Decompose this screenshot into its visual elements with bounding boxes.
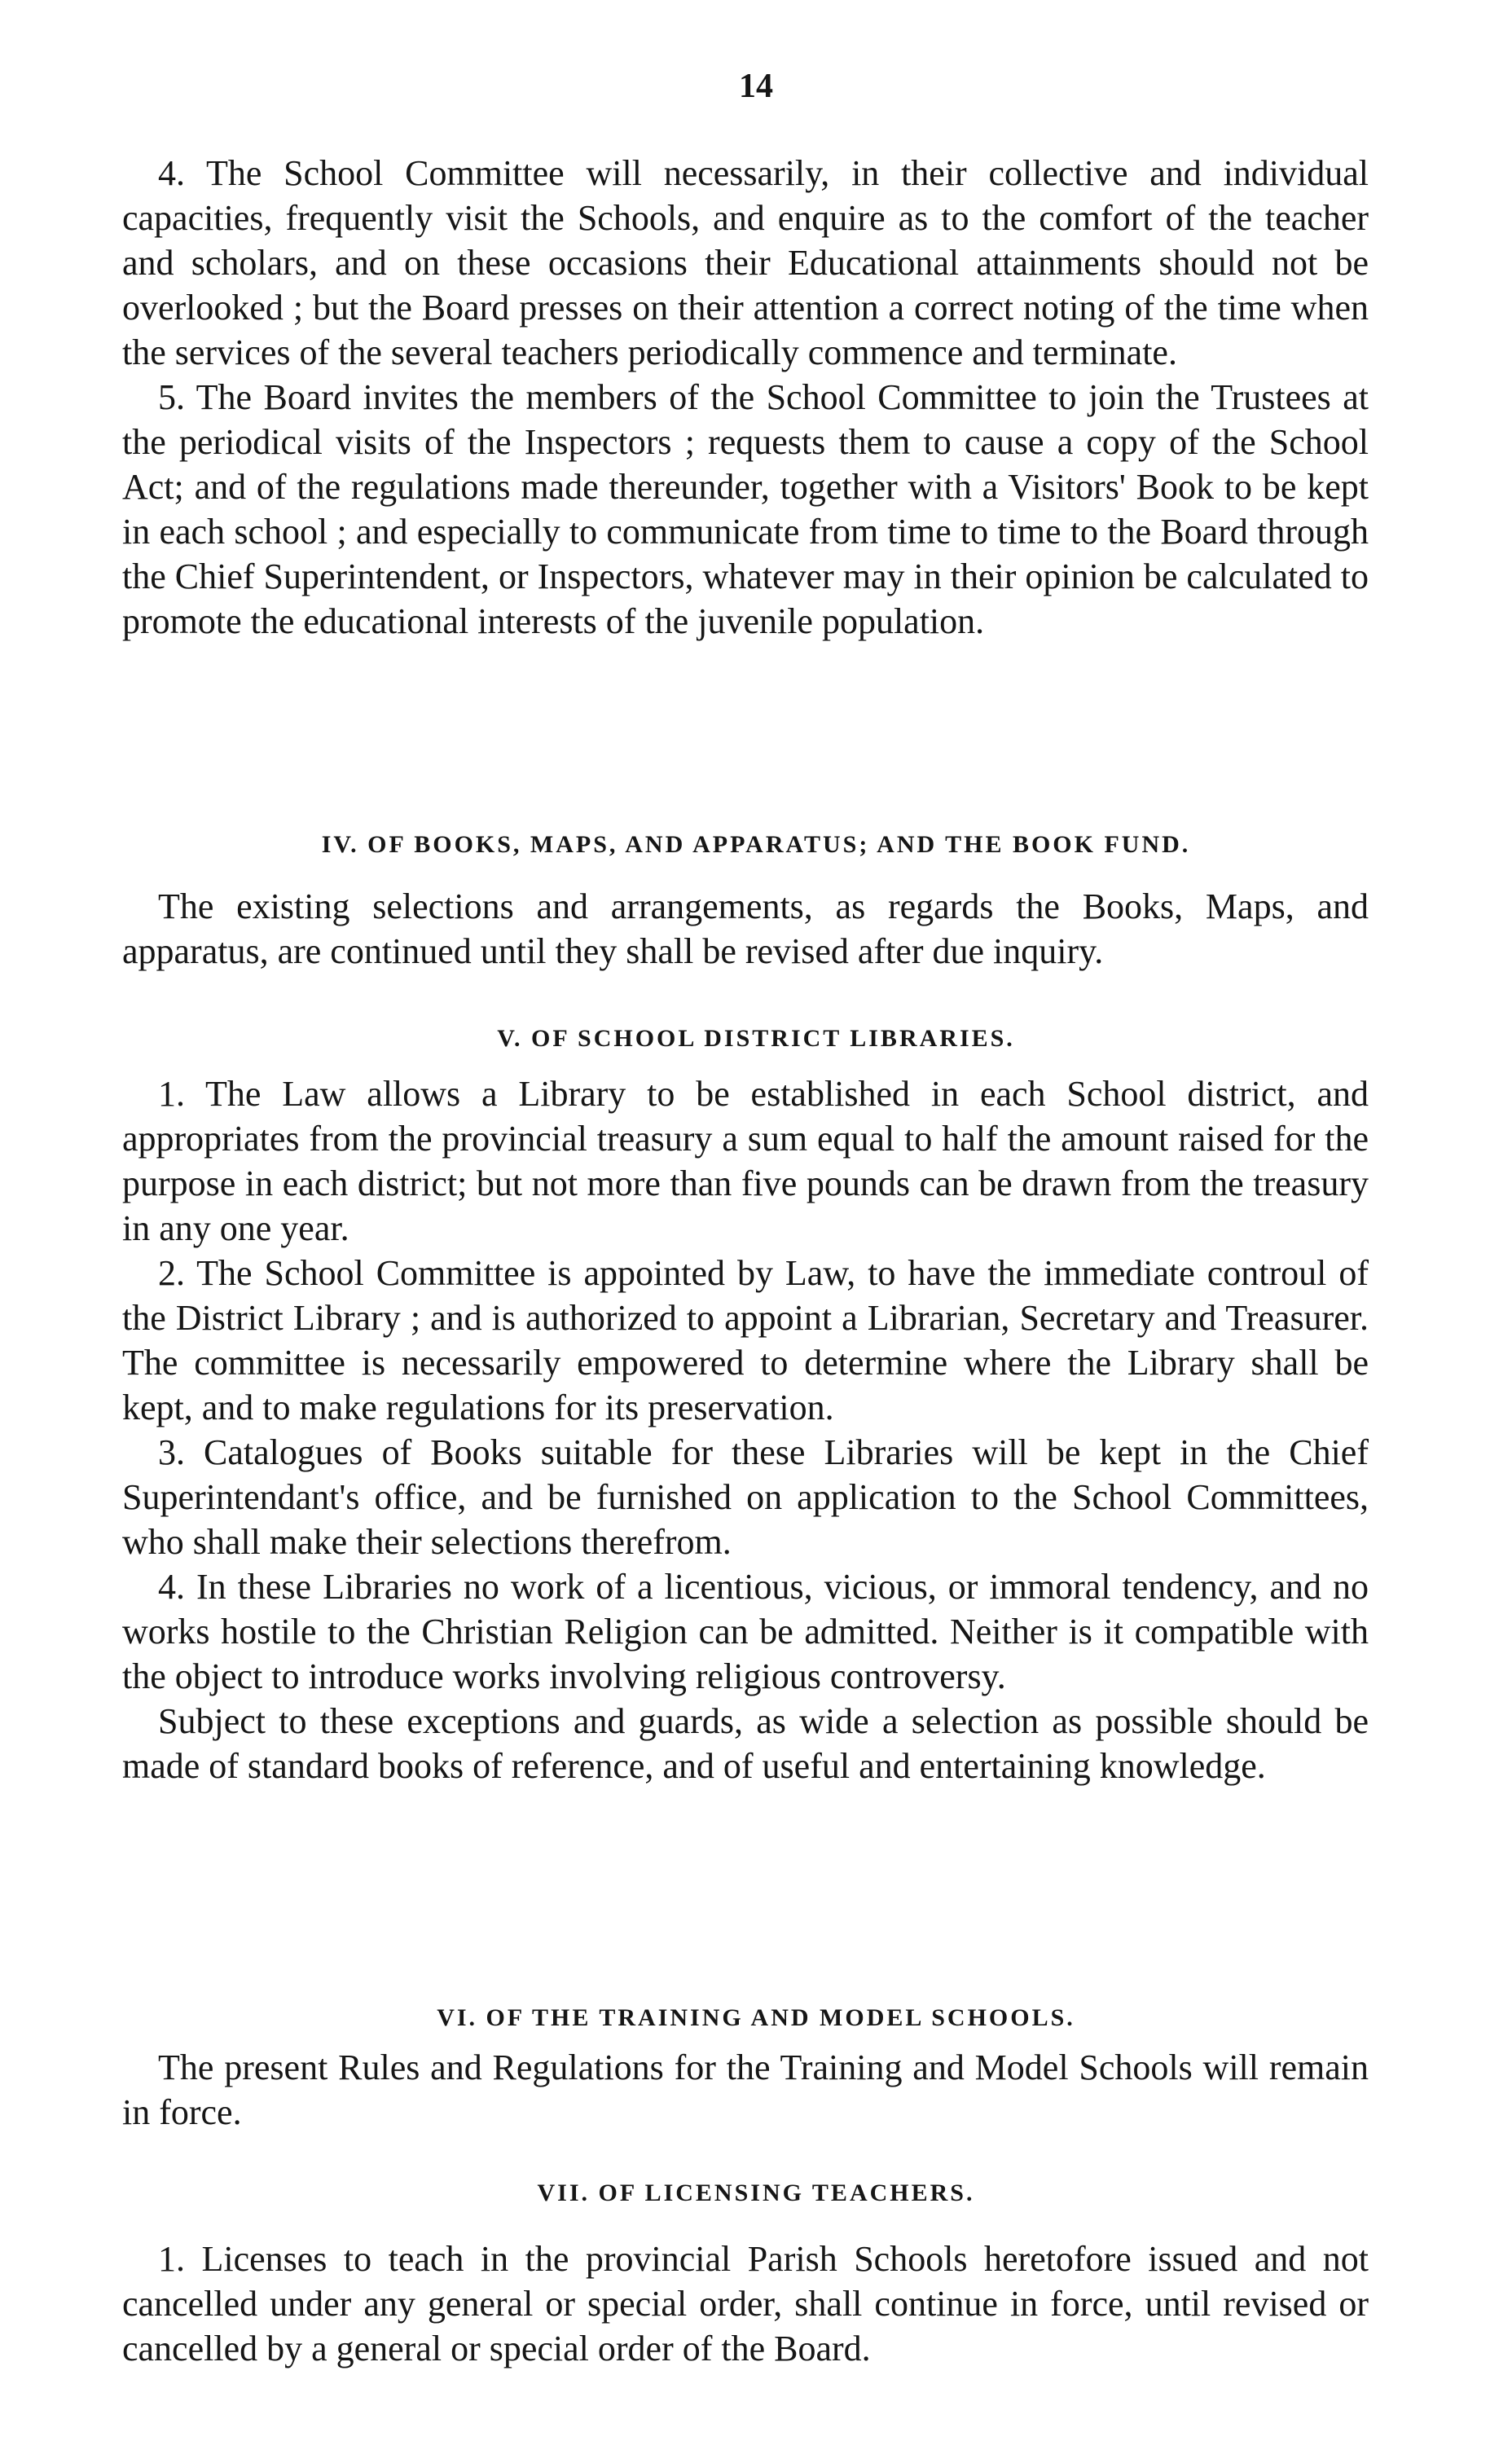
- paragraph-library-catalogues: 3. Catalogues of Books suitable for these Libraries will be kept in the Chief Superintendant's office, and be furnished on application to the School Committees, who shall make their selections therefrom.: [122, 1432, 1369, 1562]
- section-heading-libraries: V. OF SCHOOL DISTRICT LIBRARIES.: [497, 1025, 1015, 1052]
- paragraph-training-schools: The present Rules and Regulations for the Training and Model Schools will remain in force.: [122, 2047, 1369, 2132]
- paragraph-library-law: 1. The Law allows a Library to be established in each School district, and appropriates from the provincial treasury a sum equal to half the amount raised for the purpose in each district; but not more than five pounds can be drawn from the treasury in any one year.: [122, 1074, 1369, 1248]
- paragraph-licensing: 1. Licenses to teach in the provincial Parish Schools heretofore issued and not cancelled under any general or special order, shall continue in force, until revised or cancelled by a general or special order of the Board.: [122, 2239, 1369, 2368]
- paragraph-library-committee: 2. The School Committee is appointed by Law, to have the immediate controul of the District Library ; and is authorized to appoint a Librarian, Secretary and Treasurer. The committee is necessarily empowered to determine where the Library shall be kept, and to make regulations for its preservation.: [122, 1253, 1369, 1427]
- section-training-schools: [122, 2045, 1369, 2135]
- page-number: 14: [739, 68, 773, 105]
- section-school-committee-duties: [122, 151, 1369, 644]
- paragraph-library-restrictions: 4. In these Libraries no work of a licentious, vicious, or immoral tendency, and no works hostile to the Christian Religion can be admitted. Neither is it compatible with the object to introduce works involving religious controversy.: [122, 1567, 1369, 1696]
- section-books-maps: [122, 884, 1369, 974]
- paragraph-library-selection: Subject to these exceptions and guards, as wide a selection as possible should be made of standard books of reference, and of useful and entertaining knowledge.: [122, 1701, 1369, 1786]
- section-heading-licensing: VII. OF LICENSING TEACHERS.: [537, 2179, 975, 2206]
- section-libraries: [122, 1071, 1369, 1788]
- section-heading-training-schools: VI. OF THE TRAINING AND MODEL SCHOOLS.: [437, 2004, 1075, 2031]
- paragraph-committee-visits: 4. The School Committee will necessarily, in their collective and individual capacities, frequently visit the Schools, and enquire as to the comfort of the teacher and scholars, and on these occasions their Educational attainments should not be overlooked ; but the Board presses on their attention a correct noting of the time when the services of the several teachers periodically commence and terminate.: [122, 153, 1369, 372]
- paragraph-books-maps: The existing selections and arrangements, as regards the Books, Maps, and apparatus, are continued until they shall be revised after due inquiry.: [122, 886, 1369, 971]
- section-licensing: [122, 2236, 1369, 2371]
- paragraph-committee-inspectors: 5. The Board invites the members of the School Committee to join the Trustees at the periodical visits of the Inspectors ; requests them to cause a copy of the School Act; and of the regulations made thereunder, together with a Visitors' Book to be kept in each school ; and especially to communicate from time to time to the Board through the Chief Superintendent, or Inspectors, whatever may in their opinion be calculated to promote the educational interests of the juvenile population.: [122, 377, 1369, 641]
- section-heading-books-maps: IV. OF BOOKS, MAPS, AND APPARATUS; AND THE BOOK FUND.: [321, 831, 1191, 858]
